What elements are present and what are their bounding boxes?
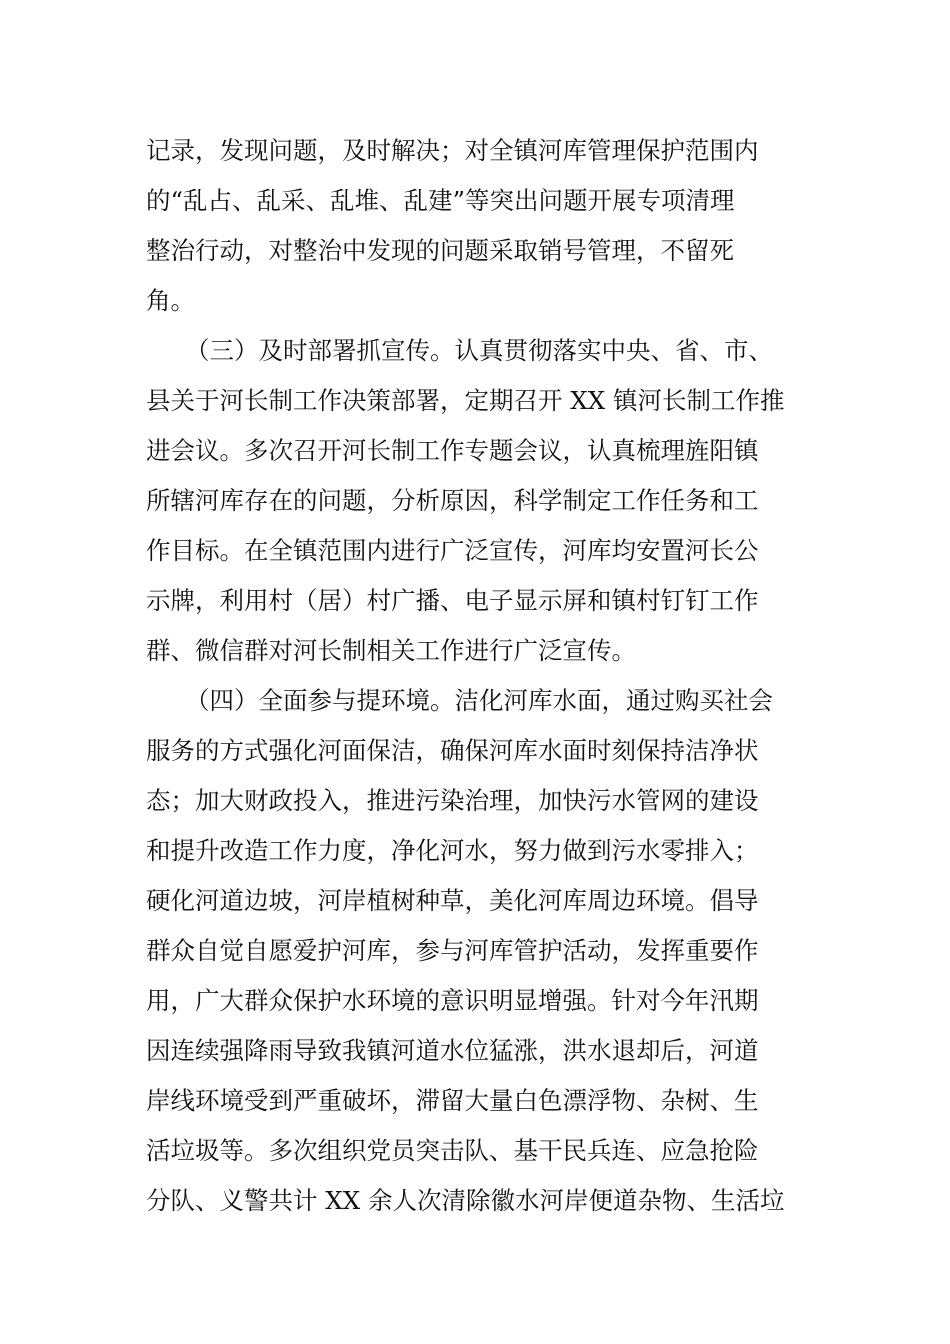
text-line: 县关于河长制工作决策部署，定期召开 XX 镇河长制工作推 [146,386,785,415]
text-line: （三）及时部署抓宣传。认真贯彻落实中央、省、市、 [185,336,773,365]
text-line: 分队、义警共计 XX 余人次清除徽水河岸便道杂物、生活垃 [146,1186,785,1215]
text-line: 所辖河库存在的问题，分析原因，科学制定工作任务和工 [146,486,759,515]
text-line: 岸线环境受到严重破坏，滞留大量白色漂浮物、杂树、生 [146,1086,759,1115]
text-line: 活垃圾等。多次组织党员突击队、基干民兵连、应急抢险 [146,1136,759,1165]
body-text [146,126,816,1226]
text-line: 记录，发现问题，及时解决；对全镇河库管理保护范围内 [146,136,759,165]
text-line: 的“乱占、乱采、乱堆、乱建”等突出问题开展专项清理 [146,186,735,215]
text-line: 整治行动，对整治中发现的问题采取销号管理，不留死 [146,236,734,265]
text-line: 和提升改造工作力度，净化河水，努力做到污水零排入； [146,836,759,865]
text-line: 服务的方式强化河面保洁，确保河库水面时刻保持洁净状 [146,736,759,765]
text-line: 态；加大财政投入，推进污染治理，加快污水管网的建设 [146,786,759,815]
text-line: 硬化河道边坡，河岸植树种草，美化河库周边环境。倡导 [146,886,759,915]
text-line: 作目标。在全镇范围内进行广泛宣传，河库均安置河长公 [146,536,759,565]
text-line: 角。 [146,286,195,315]
text-line: （四）全面参与提环境。洁化河库水面，通过购买社会 [185,686,773,715]
text-line: 因连续强降雨导致我镇河道水位猛涨，洪水退却后，河道 [146,1036,759,1065]
text-line: 用，广大群众保护水环境的意识明显增强。针对今年汛期 [146,986,759,1015]
text-line: 群众自觉自愿爱护河库，参与河库管护活动，发挥重要作 [146,936,759,965]
text-line: 示牌，利用村（居）村广播、电子显示屏和镇村钉钉工作 [146,586,759,615]
text-line: 群、微信群对河长制相关工作进行广泛宣传。 [146,636,636,665]
text-line: 进会议。多次召开河长制工作专题会议，认真梳理旌阳镇 [146,436,759,465]
